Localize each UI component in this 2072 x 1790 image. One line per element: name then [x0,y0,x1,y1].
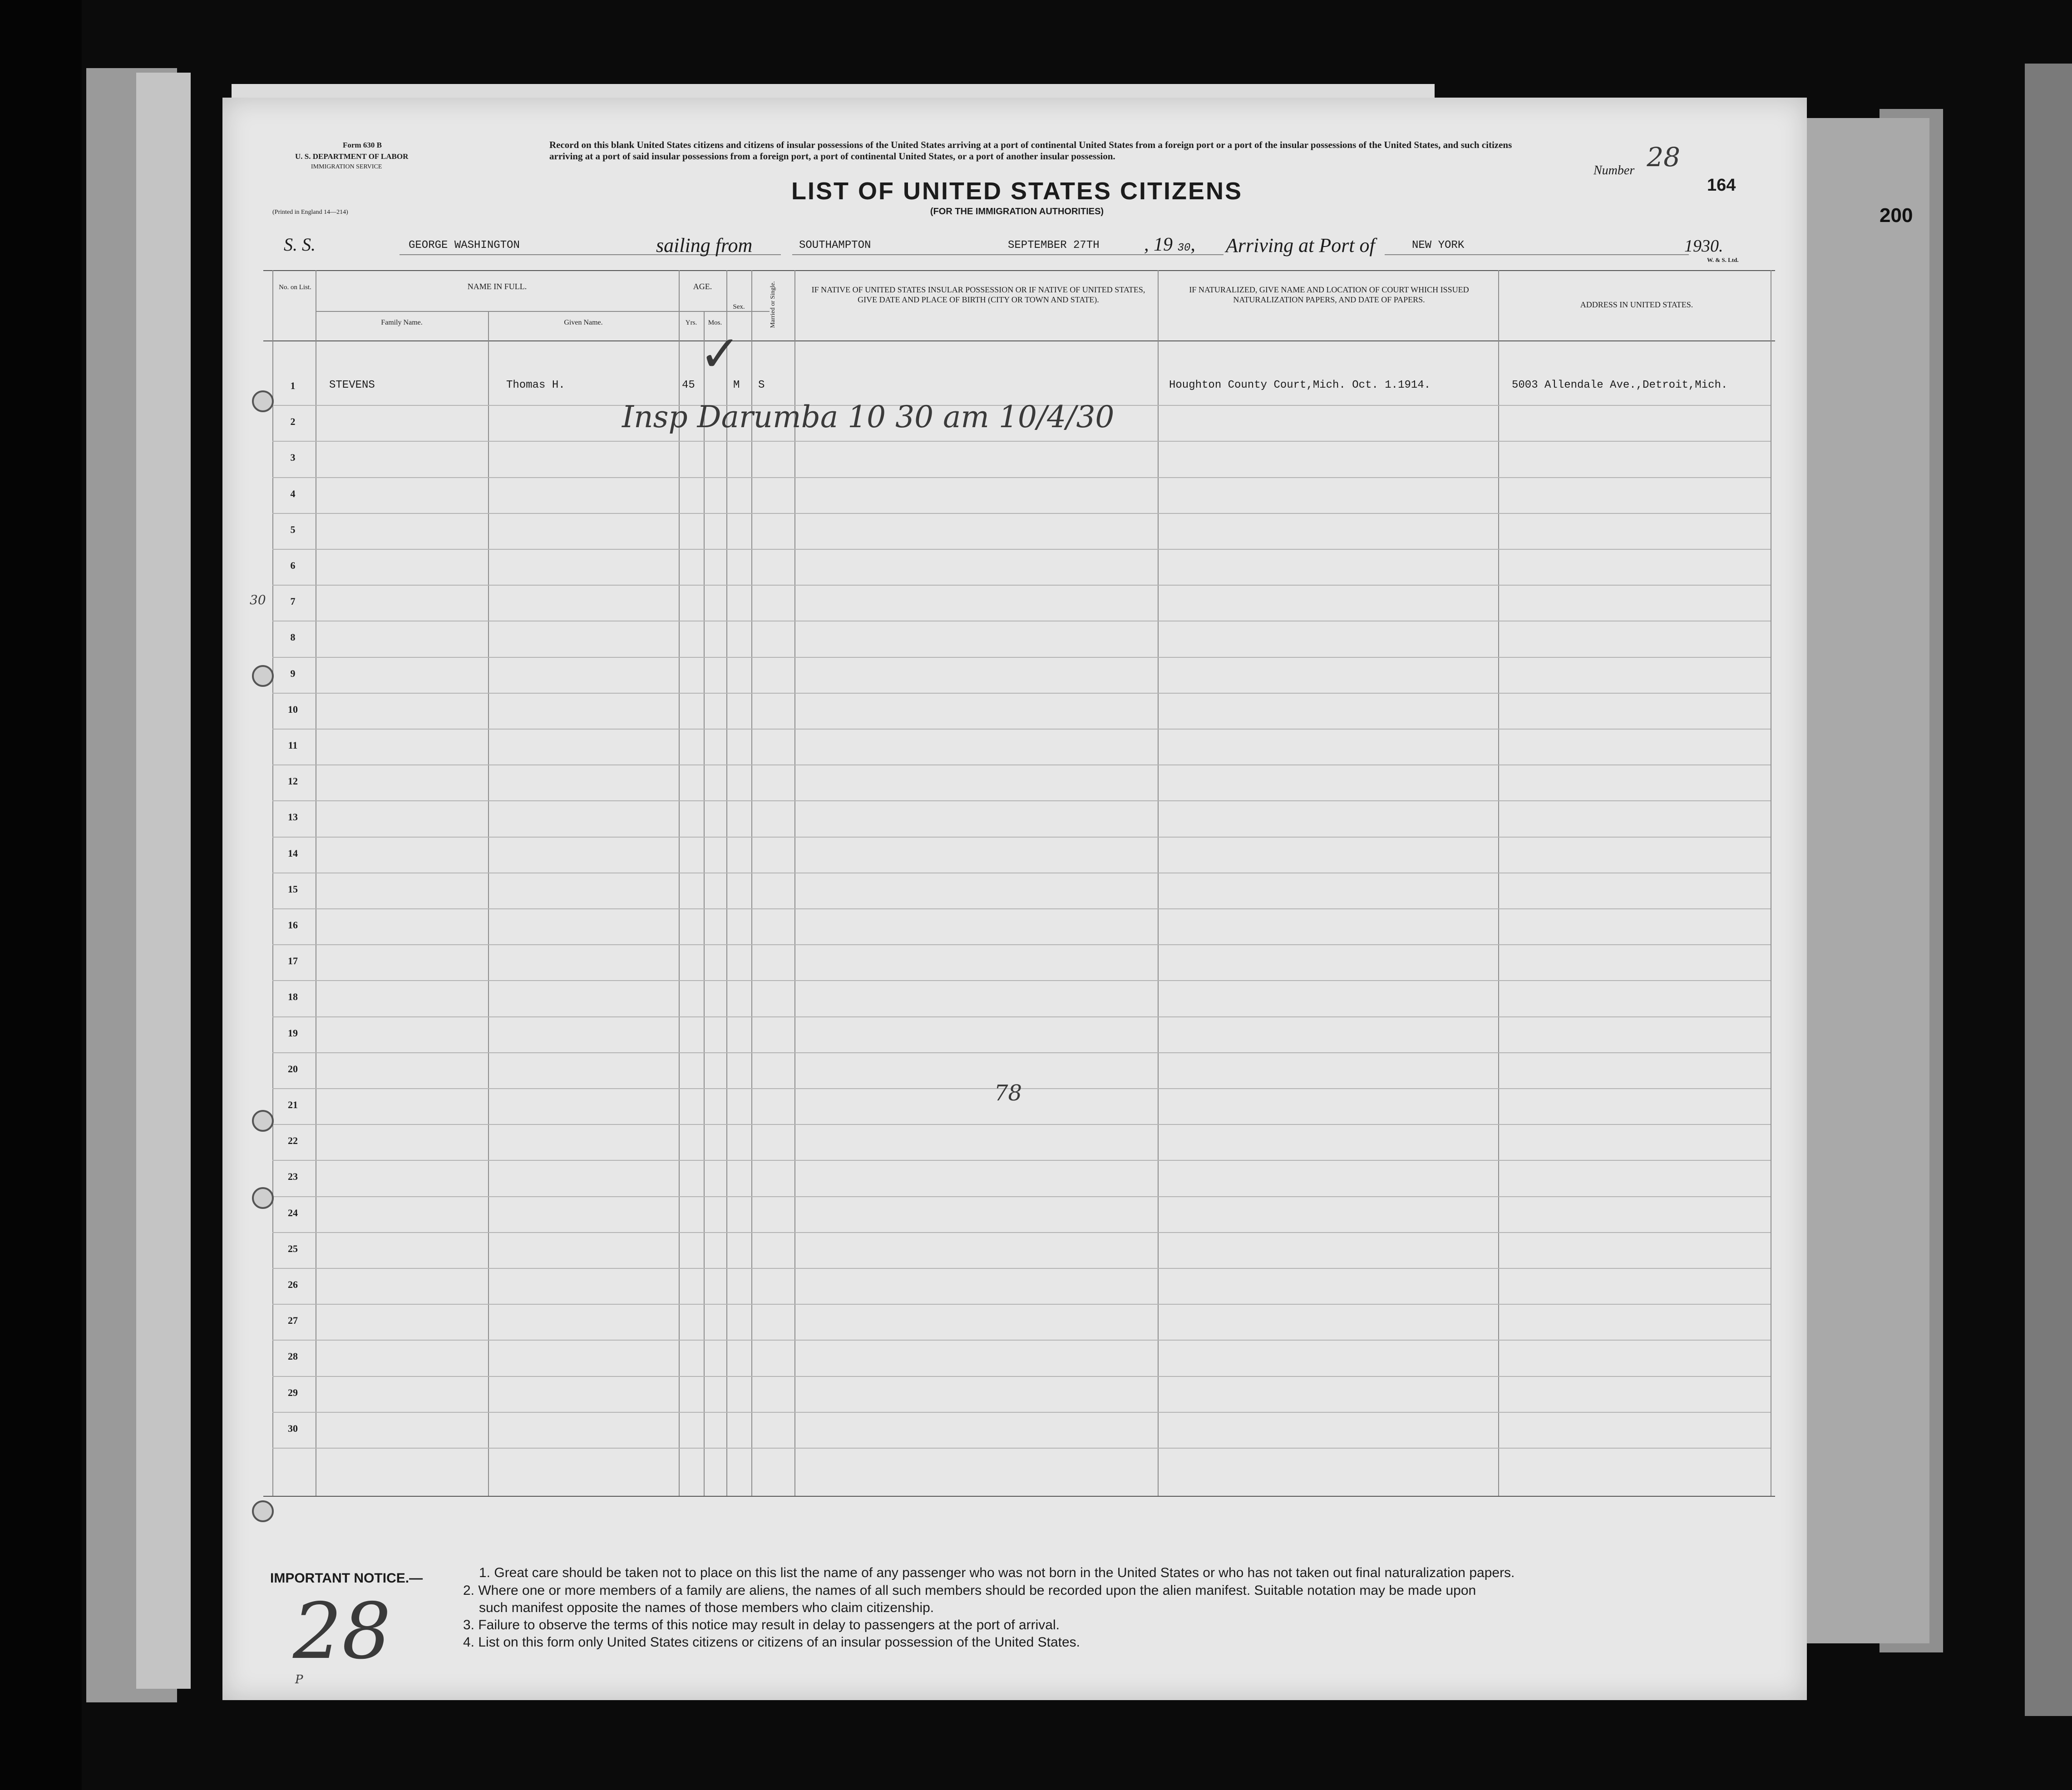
row-number: 4 [290,488,296,499]
binding-hole [252,665,274,687]
row-rule [272,549,1771,550]
ss-label: S. S. [284,234,316,255]
row-rule [272,764,1771,765]
number-label [1593,142,1681,181]
row-rule [272,800,1771,801]
form-instructions: Record on this blank United States citizens and citizens of insular possessions of the United States arriving at a port of continental United States from a foreign port or a port of the insular possessions of the United States, and such citizens arriving at a port of said insular possessions from a foreign port, a port of continental United States, or a port of another insular possession. [549,139,1512,162]
printer-mark: W. & S. Ltd. [1707,256,1739,263]
entry-given-name: Thomas H. [506,379,565,391]
year-prefix: , 19 30, [1144,234,1195,255]
col-header-name: NAME IN FULL. [467,282,527,291]
row-rule [272,1268,1771,1269]
row-rule [272,1448,1771,1449]
bottom-handwritten-letter: P [295,1673,303,1686]
row-number: 12 [288,775,298,787]
page-title: LIST OF UNITED STATES CITIZENS [791,178,1243,205]
row-number: 1 [290,380,296,391]
binding-hole [252,1500,274,1522]
port-to: NEW YORK [1412,239,1465,251]
row-rule [272,513,1771,514]
row-number: 26 [288,1279,298,1290]
service-label: IMMIGRATION SERVICE [311,163,382,170]
department-label: U. S. DEPARTMENT OF LABOR [295,152,409,161]
scan-border-right [2025,64,2072,1716]
row-rule [272,980,1771,981]
row-rule [272,1340,1771,1341]
row-number: 11 [288,740,298,751]
scan-page-edge-left-inner [136,73,191,1689]
form-number: Form 630 B [343,141,382,149]
entry-age-years: 45 [682,379,695,391]
sailing-label: sailing from [656,234,753,256]
row-number: 2 [290,416,296,428]
scan-page-stack-right [1798,118,1929,1643]
sailing-date: SEPTEMBER 27TH [1008,239,1100,251]
row-number: 5 [290,523,296,535]
col-header-sex: Sex. [733,303,745,311]
col-header-given: Given Name. [564,319,603,326]
row-number: 3 [290,452,296,464]
year-prefix-value: 19 [1154,234,1173,255]
row-rule [272,1160,1771,1161]
row-number: 25 [288,1243,298,1254]
stamp-number: 164 [1707,176,1736,195]
col-header-naturalized: IF NATURALIZED, GIVE NAME AND LOCATION OF COURT WHICH ISSUED NATURALIZATION PAPERS, AND DATE OF PAPERS. [1189,285,1469,304]
row-number: 21 [288,1099,298,1110]
notice-item-1: 1. Great care should be taken not to place on this list the name of any passenger who was not born in the United States or who has not taken out final naturalization papers. [479,1565,1515,1580]
notice-item-4: 4. List on this form only United States citizens or citizens of an insular possession of the United States. [463,1635,1080,1650]
col-header-no: No. on List. [279,284,311,291]
row-number: 15 [288,883,298,895]
col-header-address: ADDRESS IN UNITED STATES. [1580,300,1693,309]
row-rule [272,477,1771,478]
row-rule [272,1376,1771,1377]
row-rule [272,1052,1771,1053]
row-number: 24 [288,1207,298,1218]
row-number: 10 [288,703,298,715]
col-header-married: Married or Single. [770,281,776,328]
binding-hole [252,1110,274,1132]
row-rule [272,1412,1771,1413]
row-number: 8 [290,631,296,643]
row-rule [272,1016,1771,1017]
row-number: 29 [288,1386,298,1398]
row-rule [272,729,1771,730]
row-rule [272,441,1771,442]
ship-name: GEORGE WASHINGTON [409,239,520,251]
scan-border-left [0,0,82,1790]
row-number: 18 [288,991,298,1003]
col-header-yrs: Yrs. [685,319,697,326]
col-header-family: Family Name. [381,319,423,326]
inspector-annotation: Insp Darumba 10 30 am 10/4/30 [622,399,1115,434]
row-number: 16 [288,919,298,931]
row-rule [272,1124,1771,1125]
row-number: 7 [290,596,296,607]
row-rule [272,1232,1771,1233]
number-value: 28 [1647,142,1681,173]
notice-item-2-cont: such manifest opposite the names of those members who claim citizenship. [479,1600,934,1615]
check-mark: ✓ [699,325,741,383]
entry-married: S [758,379,765,391]
row-number: 27 [288,1315,298,1326]
binding-hole [252,390,274,412]
row-number: 19 [288,1027,298,1039]
bottom-handwritten-number: 28 [293,1587,391,1677]
col-header-age: AGE. [693,282,712,291]
row-number: 30 [288,1422,298,1434]
row-rule [272,585,1771,586]
row-number: 20 [288,1063,298,1075]
col-header-native: IF NATIVE OF UNITED STATES INSULAR POSSESSION OR IF NATIVE OF UNITED STATES, GIVE DATE AND PLACE OF BIRTH (CITY OR TOWN AND STATE). [811,285,1145,304]
row-rule [272,837,1771,838]
row-number: 28 [288,1351,298,1362]
binding-hole [252,1187,274,1209]
printed-note: (Printed in England 14—214) [272,209,348,216]
entry-naturalization: Houghton County Court,Mich. Oct. 1.1914. [1169,379,1431,391]
row-rule [272,1304,1771,1305]
row-number: 17 [288,955,298,967]
row-rule [272,657,1771,658]
arrival-year: 1930. [1684,237,1723,256]
notice-item-3: 3. Failure to observe the terms of this notice may result in delay to passengers at the port of arrival. [463,1617,1060,1632]
row-number: 9 [290,667,296,679]
notice-item-2: 2. Where one or more members of a family are aliens, the names of all such members should be recorded upon the alien manifest. Suitable notation may be made upon [463,1583,1476,1598]
side-page-number: 200 [1880,204,1913,227]
row-number: 23 [288,1171,298,1183]
row-number: 6 [290,560,296,571]
mid-page-mark: 78 [994,1080,1022,1106]
entry-address: 5003 Allendale Ave.,Detroit,Mich. [1512,379,1728,391]
row-rule [272,1196,1771,1197]
page-subtitle: (FOR THE IMMIGRATION AUTHORITIES) [930,207,1104,217]
year-suffix-value: 30 [1177,242,1191,254]
entry-family-name: STEVENS [329,379,375,391]
number-label-text: Number [1593,163,1635,178]
row-number: 22 [288,1135,298,1147]
manifest-page [222,98,1807,1700]
row-number: 13 [288,811,298,823]
row-rule [272,693,1771,694]
row-number: 14 [288,847,298,859]
notice-label: IMPORTANT NOTICE.— [270,1571,423,1586]
port-from: SOUTHAMPTON [799,239,871,251]
row-rule [272,908,1771,909]
col-header-mos: Mos. [708,319,722,326]
margin-mark: 30 [250,592,266,607]
entry-sex: M [733,379,740,391]
arriving-label: Arriving at Port of [1226,234,1375,256]
row-rule [272,944,1771,945]
